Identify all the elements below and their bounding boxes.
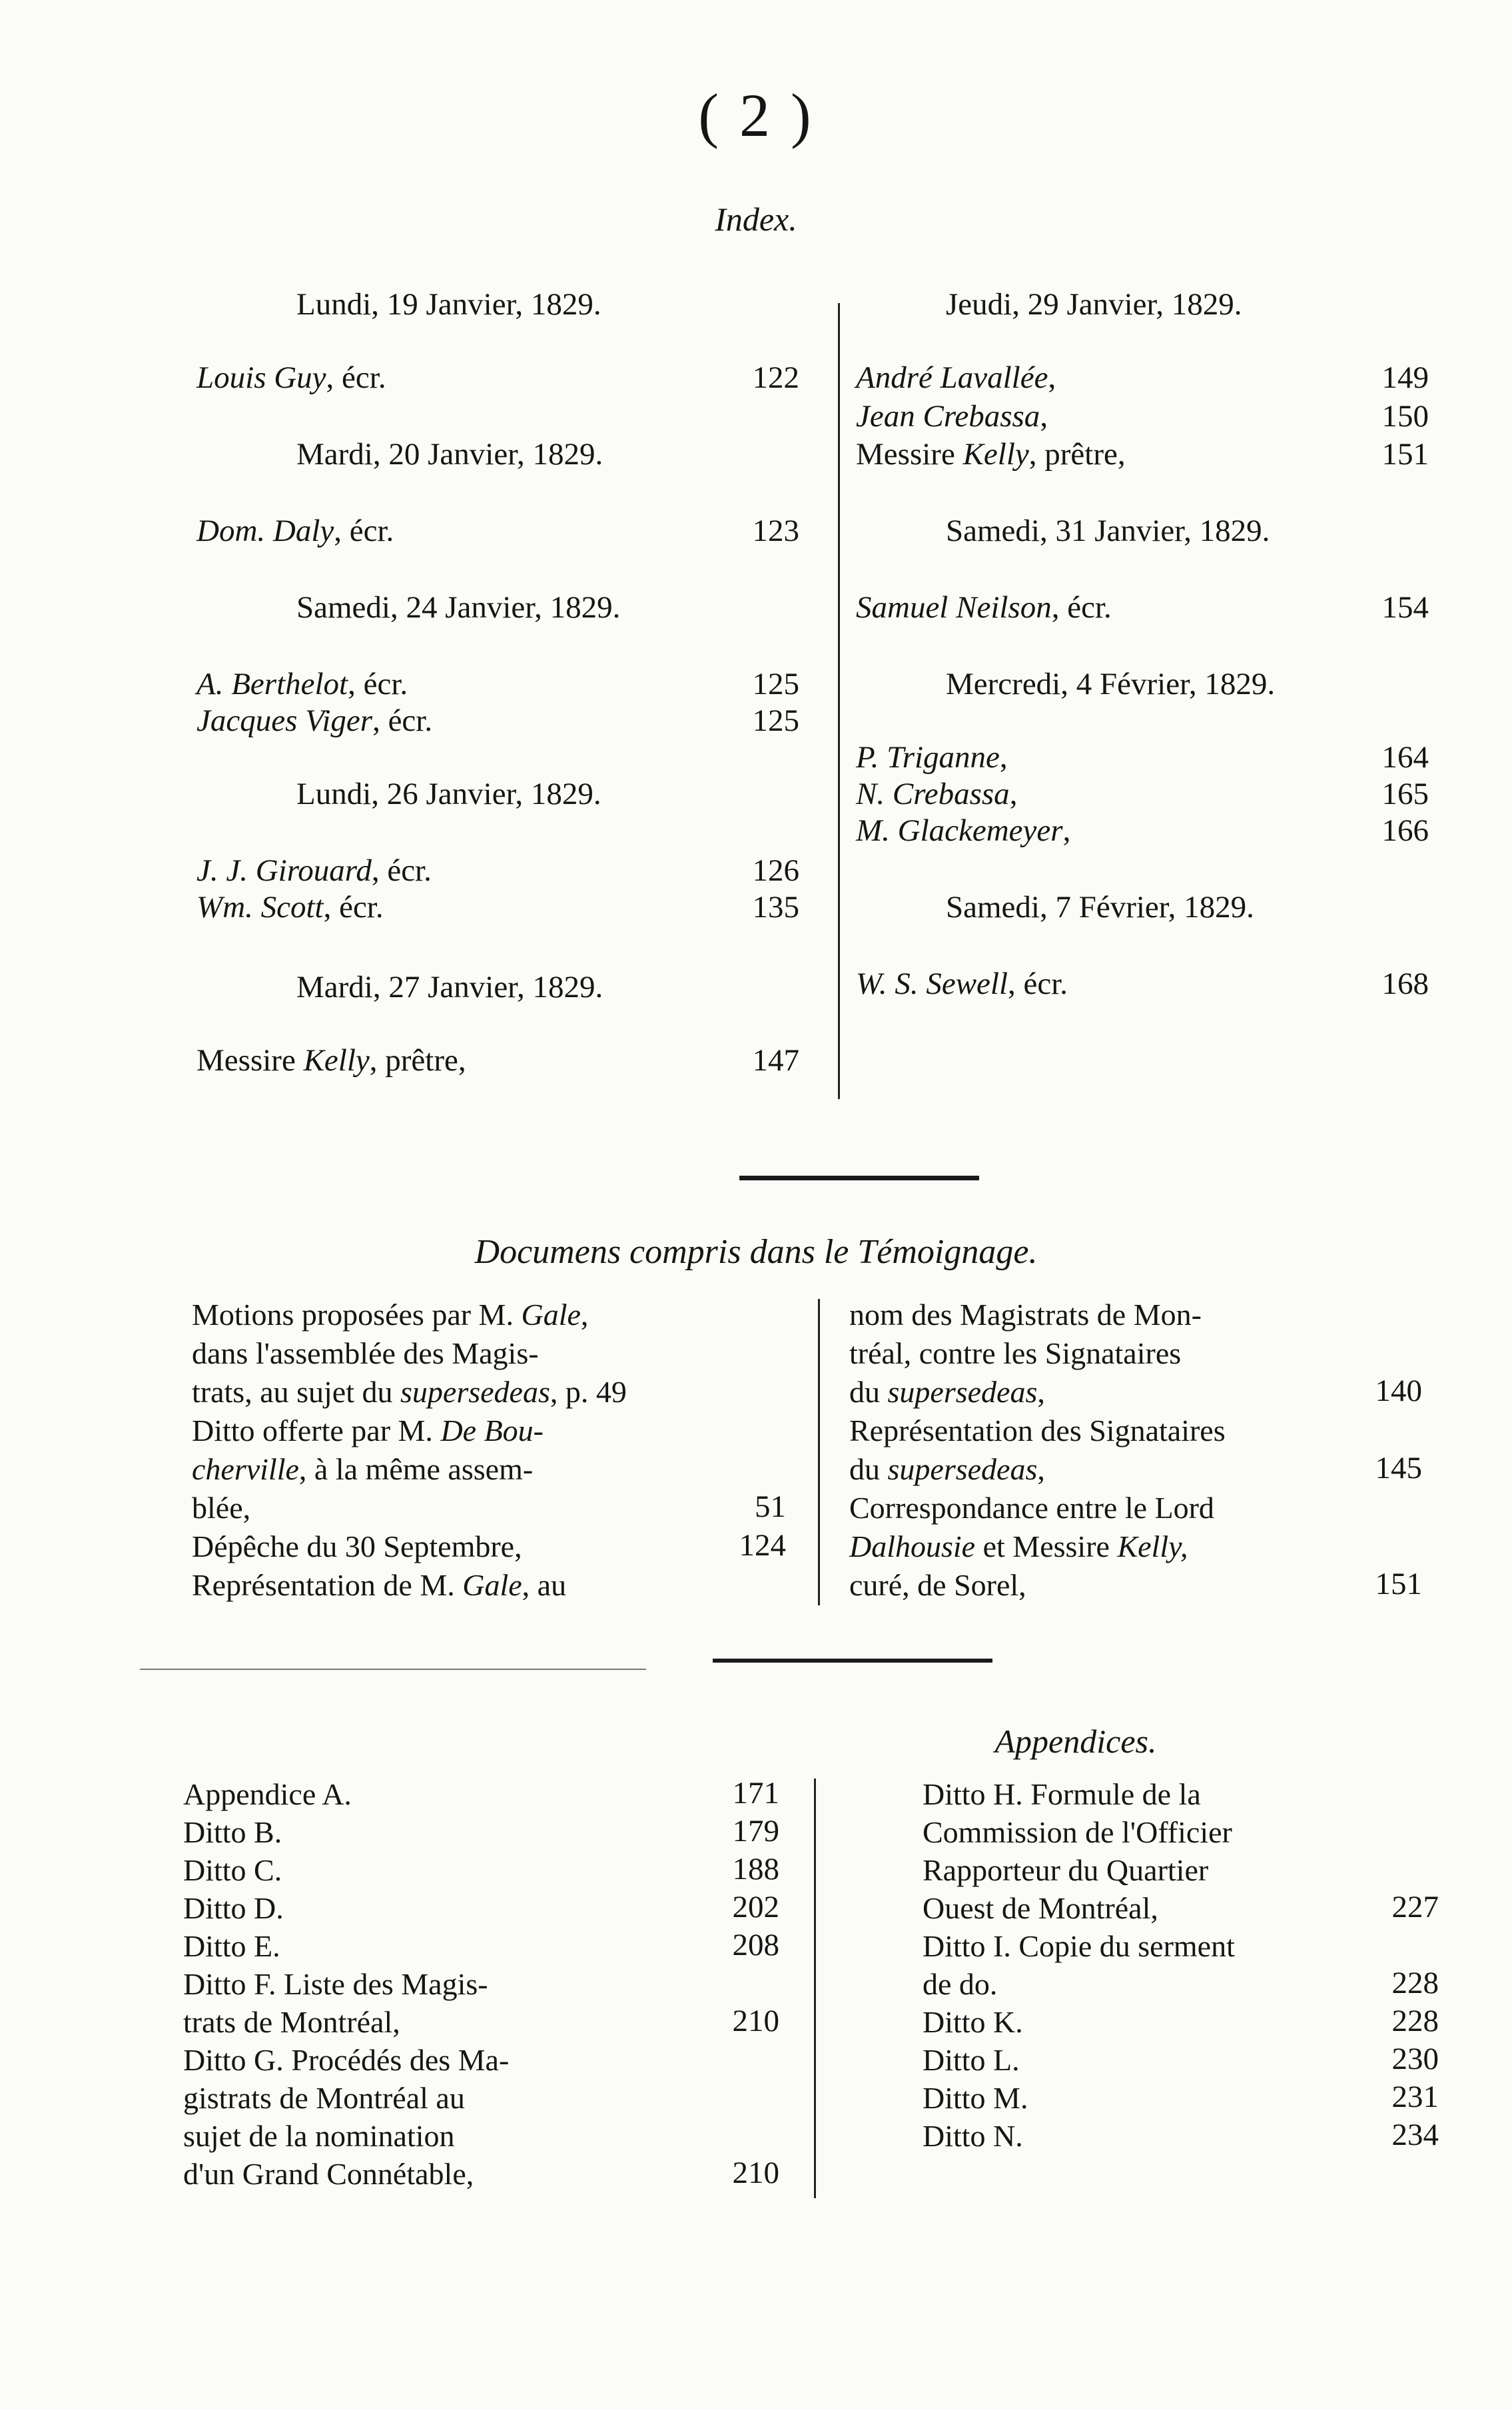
entry-name: Wm. Scott <box>196 890 324 925</box>
appendix-line: Ditto G. Procédés des Ma- <box>183 2043 510 2077</box>
line-text: , p. 49 <box>550 1375 627 1409</box>
index-entry <box>196 513 394 549</box>
page-ref: 154 <box>1381 590 1429 625</box>
index-entry <box>856 966 1068 1002</box>
page-ref: 147 <box>752 1043 799 1078</box>
appendix-line: Ditto I. Copie du serment <box>923 1929 1235 1963</box>
appendix-line: Appendice A. <box>183 1777 352 1811</box>
line-text: du <box>849 1375 888 1409</box>
entry-name: Jacques Viger <box>196 703 373 738</box>
date-heading: Samedi, 31 Janvier, 1829. <box>946 514 1270 548</box>
line-text: et Messire <box>975 1529 1118 1563</box>
entry-name: André Lavallée <box>856 360 1048 395</box>
document-line <box>849 1334 1181 1373</box>
appendix-line: d'un Grand Connétable, <box>183 2157 474 2191</box>
appendix-line: sujet de la nomination <box>183 2119 455 2153</box>
line-text: nom des Magistrats de Mon- <box>849 1298 1202 1332</box>
entry-prefix: Messire <box>196 1043 304 1078</box>
document-line <box>192 1566 566 1605</box>
document-line <box>192 1296 588 1334</box>
entry-suffix: , <box>1062 813 1071 848</box>
entry-name: J. J. Girouard <box>196 853 372 888</box>
appendix-line: Rapporteur du Quartier <box>923 1853 1209 1887</box>
entry-suffix: , écr. <box>371 853 432 888</box>
appendix-line: Ditto M. <box>923 2081 1028 2115</box>
line-text: blée, <box>192 1491 251 1525</box>
entry-name: A. Berthelot <box>196 667 348 701</box>
line-text: Motions proposées par M. <box>192 1298 522 1332</box>
document-line <box>192 1450 533 1489</box>
line-text: Ditto offerte par M. <box>192 1413 441 1447</box>
appendix-line: Ouest de Montréal, <box>923 1891 1158 1925</box>
line-text: Représentation des Signataires <box>849 1413 1226 1447</box>
date-heading: Lundi, 19 Janvier, 1829. <box>296 287 601 322</box>
entry-prefix: Messire <box>856 437 963 472</box>
page-ref: 151 <box>1375 1567 1422 1601</box>
index-entry <box>856 590 1112 625</box>
page-ref: 124 <box>739 1528 786 1563</box>
line-text: tréal, contre les Signataires <box>849 1336 1182 1370</box>
index-entry <box>196 1042 466 1078</box>
date-heading: Mercredi, 4 Février, 1829. <box>946 667 1276 701</box>
entry-name: Louis Guy <box>196 360 326 395</box>
index-entry <box>856 813 1070 849</box>
document-line <box>192 1373 627 1411</box>
document-line <box>849 1296 1202 1334</box>
appendix-line: Ditto E. <box>183 1929 280 1963</box>
page-ref: 230 <box>1391 2042 1439 2076</box>
line-text: , <box>580 1298 589 1332</box>
page-ref: 135 <box>752 890 799 925</box>
line-text: , <box>1037 1452 1045 1486</box>
document-line <box>849 1373 1045 1411</box>
date-heading: Jeudi, 29 Janvier, 1829. <box>946 287 1242 322</box>
entry-suffix: , prêtre, <box>1028 437 1126 472</box>
index-entry <box>856 398 1048 434</box>
entry-name: Dom. Daly <box>196 514 334 548</box>
entry-name: Kelly <box>962 437 1029 472</box>
page-ref: 179 <box>732 1814 779 1848</box>
page-ref: 208 <box>732 1928 779 1962</box>
entry-suffix: , écr. <box>372 703 433 738</box>
index-entry <box>196 703 432 739</box>
page-ref: 126 <box>752 853 799 888</box>
page-ref: 234 <box>1391 2118 1439 2152</box>
entry-suffix: , <box>1048 360 1056 395</box>
line-text: Dépêche du 30 Septembre, <box>192 1529 522 1563</box>
appendix-line: Commission de l'Officier <box>923 1815 1232 1849</box>
index-entry <box>196 889 384 925</box>
ornamental-rule <box>739 1176 979 1180</box>
entry-name: N. Crebassa <box>856 777 1010 811</box>
line-italic: supersedeas <box>887 1375 1038 1409</box>
page-ref: 171 <box>732 1776 779 1810</box>
index-entry <box>856 436 1126 472</box>
line-italic: Gale <box>521 1298 581 1332</box>
appendix-line: Ditto F. Liste des Magis- <box>183 1967 488 2001</box>
line-text: , au <box>522 1568 567 1602</box>
entry-suffix: , <box>1040 399 1048 434</box>
documens-heading: Documens compris dans le Témoignage. <box>474 1233 1038 1271</box>
date-heading: Mardi, 20 Janvier, 1829. <box>296 437 603 472</box>
line-text: curé, de Sorel, <box>849 1568 1026 1602</box>
line-text: Correspondance entre le Lord <box>849 1491 1214 1525</box>
section-rule <box>713 1659 992 1663</box>
page-ref: 164 <box>1381 740 1429 775</box>
index-entry <box>856 360 1056 396</box>
index-entry <box>856 776 1017 812</box>
page-ref: 210 <box>732 2156 779 2190</box>
document-line <box>192 1489 250 1527</box>
page-ref: 51 <box>755 1489 786 1524</box>
page-ref: 151 <box>1381 437 1429 472</box>
date-heading: Samedi, 24 Janvier, 1829. <box>296 590 621 625</box>
appendix-line: Ditto K. <box>923 2005 1023 2039</box>
line-italic: supersedeas <box>887 1452 1038 1486</box>
appendices-heading: Appendices. <box>994 1723 1157 1760</box>
entry-suffix: , écr. <box>1008 967 1068 1001</box>
date-heading: Mardi, 27 Janvier, 1829. <box>296 970 603 1004</box>
page-ref: 149 <box>1381 360 1429 395</box>
page-ref: 228 <box>1391 2004 1439 2038</box>
line-text: dans l'assemblée des Magis- <box>192 1336 539 1370</box>
appendix-line: gistrats de Montréal au <box>183 2081 465 2115</box>
page-ref: 140 <box>1375 1374 1422 1408</box>
documens-column-divider <box>818 1299 820 1605</box>
line-italic: Dalhousie <box>849 1529 976 1563</box>
line-text: , à la même assem- <box>298 1452 534 1486</box>
page-ref: 231 <box>1391 2080 1439 2114</box>
page-ref: 122 <box>752 360 799 395</box>
entry-suffix: , écr. <box>348 667 408 701</box>
page-ref: 125 <box>752 703 799 738</box>
document-line <box>849 1566 1026 1605</box>
document-line <box>849 1411 1226 1450</box>
entry-suffix: , écr. <box>326 360 386 395</box>
line-text: du <box>849 1452 888 1486</box>
appendix-line: Ditto C. <box>183 1853 282 1887</box>
appendix-line: Ditto H. Formule de la <box>923 1777 1201 1811</box>
page-ref: 228 <box>1391 1966 1439 2000</box>
line-italic: Gale <box>462 1568 522 1602</box>
document-line <box>849 1450 1045 1489</box>
line-italic: De Bou- <box>440 1413 544 1447</box>
document-line <box>192 1527 522 1566</box>
page-ref: 210 <box>732 2004 779 2038</box>
page-ref: 202 <box>732 1890 779 1924</box>
entry-name: M. Glackemeyer <box>856 813 1063 848</box>
appendix-line: Ditto L. <box>923 2043 1020 2077</box>
date-heading: Lundi, 26 Janvier, 1829. <box>296 777 601 811</box>
page-ref: 188 <box>732 1852 779 1886</box>
appendix-line: Ditto B. <box>183 1815 282 1849</box>
appendix-line: trats de Montréal, <box>183 2005 400 2039</box>
entry-name: P. Triganne <box>856 740 1000 775</box>
entry-suffix: , <box>1009 777 1018 811</box>
page-ref: 123 <box>752 514 799 548</box>
index-entry <box>196 853 432 889</box>
entry-suffix: , écr. <box>323 890 384 925</box>
page-ref: 227 <box>1391 1890 1439 1924</box>
index-entry <box>856 739 1008 775</box>
line-italic: Kelly, <box>1117 1529 1188 1563</box>
entry-suffix: , prêtre, <box>369 1043 466 1078</box>
page-ref: 166 <box>1381 813 1429 848</box>
page-ref: 145 <box>1375 1451 1422 1485</box>
entry-name: Kelly <box>303 1043 370 1078</box>
document-line <box>849 1489 1214 1527</box>
document-line <box>192 1411 544 1450</box>
line-text: trats, au sujet du <box>192 1375 400 1409</box>
index-entry <box>196 666 408 702</box>
entry-name: Samuel Neilson <box>856 590 1052 625</box>
date-heading: Samedi, 7 Février, 1829. <box>946 890 1254 925</box>
page-number: ( 2 ) <box>698 81 814 149</box>
line-italic: cherville <box>192 1452 299 1486</box>
entry-suffix: , écr. <box>334 514 394 548</box>
appendix-line: de do. <box>923 1967 998 2001</box>
line-text: Représentation de M. <box>192 1568 463 1602</box>
page-ref: 125 <box>752 667 799 701</box>
entry-name: Jean Crebassa <box>856 399 1040 434</box>
line-text: , <box>1037 1375 1045 1409</box>
entry-suffix: , écr. <box>1051 590 1112 625</box>
document-line <box>192 1334 539 1373</box>
page-ref: 168 <box>1381 967 1429 1001</box>
appendices-column-divider <box>814 1779 816 2198</box>
entry-suffix: , <box>999 740 1008 775</box>
line-italic: supersedeas <box>400 1375 550 1409</box>
index-heading: Index. <box>715 201 797 238</box>
appendix-line: Ditto D. <box>183 1891 284 1925</box>
index-entry <box>196 360 386 396</box>
appendix-line: Ditto N. <box>923 2119 1023 2153</box>
page-ref: 150 <box>1381 399 1429 434</box>
document-line <box>849 1527 1188 1566</box>
index-column-divider <box>838 303 840 1099</box>
entry-name: W. S. Sewell <box>856 967 1008 1001</box>
page-ref: 165 <box>1381 777 1429 811</box>
